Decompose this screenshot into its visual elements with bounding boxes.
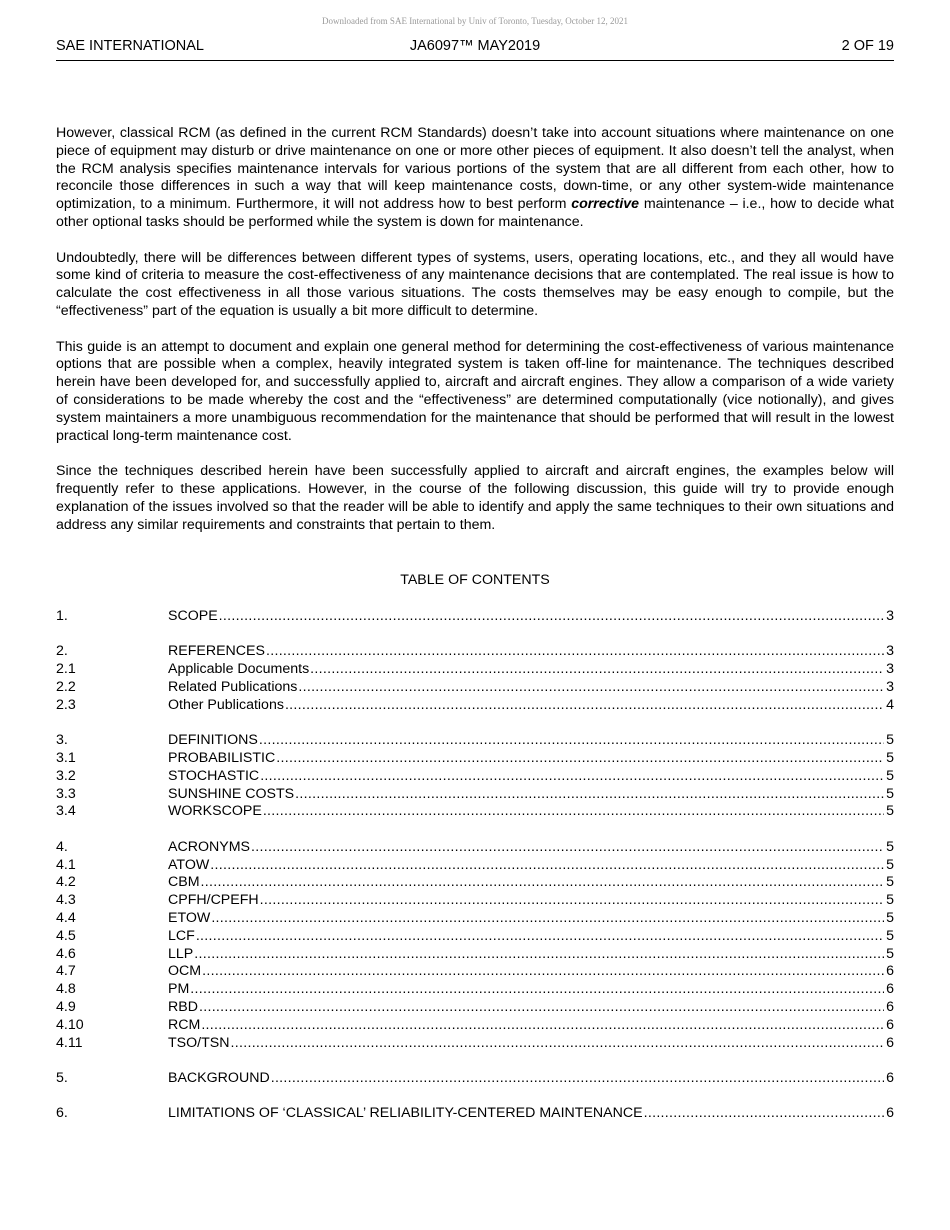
- toc-leader-dots: [309, 661, 884, 679]
- toc-entry-page: 5: [886, 838, 894, 855]
- toc-entry-label: CPFH/CPEFH: [168, 892, 259, 909]
- toc-entry-number: 4.: [56, 838, 68, 855]
- toc-entry-line: [168, 697, 894, 715]
- toc-entry[interactable]: [56, 732, 894, 750]
- toc-entry-line: [168, 803, 894, 821]
- toc-entry-line: [168, 679, 894, 697]
- toc-entry-number: 5.: [56, 1069, 68, 1086]
- toc-entry[interactable]: [56, 874, 894, 892]
- toc-entry-line: [168, 892, 894, 910]
- toc-entry-number: 4.1: [56, 856, 76, 873]
- toc-entry-number: 1.: [56, 608, 68, 624]
- toc-entry[interactable]: [56, 786, 894, 804]
- header-organization: SAE INTERNATIONAL: [56, 38, 204, 54]
- toc-entry-number: 3.1: [56, 749, 76, 766]
- toc-entry-label: PM: [168, 981, 190, 998]
- toc-entry-label: WORKSCOPE: [168, 803, 262, 820]
- toc-leader-dots: [275, 750, 884, 768]
- toc-entry-label: SCOPE: [168, 608, 218, 624]
- toc-entry-line: [168, 661, 894, 679]
- body-text: [56, 125, 894, 552]
- toc-leader-dots: [643, 1105, 885, 1123]
- toc-entry-number: 2.2: [56, 678, 76, 695]
- toc-entry-number: 2.: [56, 643, 68, 660]
- toc-entry-page: 3: [886, 678, 894, 695]
- toc-leader-dots: [297, 679, 884, 697]
- toc-leader-dots: [270, 1070, 884, 1088]
- toc-entry-line: [168, 1017, 894, 1035]
- toc-leader-dots: [250, 839, 884, 857]
- toc-entry-page: 6: [886, 981, 894, 998]
- toc-entry-number: 3.2: [56, 767, 76, 784]
- toc-entry-label: RBD: [168, 998, 198, 1015]
- paragraph-1-text-a: However, classical RCM (as defined in the current RCM Standards) doesn’t take into account situations where maintenance on one piece of equipment may disturb or drive maintenance on one or more other pieces of equipment. It also doesn’t tell the analyst, when the RCM analysis specifies maintenance intervals for various portions of the system that are all different from each other, how to reconcile those differences in such a way that will keep maintenance costs, down-time, or any other system-wide maintenance optimization, to a minimum. Furthermore, it will not address how to best perform: [56, 125, 894, 213]
- toc-entry-label: Related Publications: [168, 678, 298, 695]
- download-watermark: Downloaded from SAE International by Univ of Toronto, Tuesday, October 12, 2021: [321, 16, 629, 26]
- toc-entry-page: 5: [886, 892, 894, 909]
- toc-entry-label: ACRONYMS: [168, 838, 250, 855]
- toc-leader-dots: [265, 643, 884, 661]
- toc-entry-number: 6.: [56, 1105, 68, 1122]
- toc-entry-page: 6: [886, 1069, 894, 1086]
- toc-leader-dots: [200, 874, 885, 892]
- toc-leader-dots: [218, 608, 884, 626]
- toc-entry-number: 3.3: [56, 785, 76, 802]
- toc-entry-label: OCM: [168, 963, 202, 980]
- toc-title: TABLE OF CONTENTS: [400, 572, 550, 588]
- toc-leader-dots: [193, 946, 884, 964]
- toc-entry[interactable]: [56, 910, 894, 928]
- toc-entry-line: [168, 857, 894, 875]
- toc-entry-line: [168, 928, 894, 946]
- toc-leader-dots: [262, 803, 884, 821]
- toc-entry[interactable]: [56, 928, 894, 946]
- toc-entry-number: 4.7: [56, 963, 76, 980]
- paragraph-1-emphasis: corrective: [571, 196, 640, 213]
- toc-leader-dots: [209, 857, 884, 875]
- toc-entry[interactable]: [56, 999, 894, 1017]
- toc-entry-line: [168, 910, 894, 928]
- toc-entry[interactable]: [56, 1035, 894, 1053]
- toc-entry[interactable]: [56, 946, 894, 964]
- toc-entry[interactable]: [56, 1105, 894, 1123]
- toc-entry-number: 4.3: [56, 892, 76, 909]
- table-of-contents: [56, 608, 894, 1123]
- toc-entry-line: [168, 732, 894, 750]
- toc-leader-dots: [229, 1035, 884, 1053]
- toc-leader-dots: [189, 981, 884, 999]
- toc-entry-number: 3.4: [56, 803, 76, 820]
- toc-entry[interactable]: [56, 857, 894, 875]
- toc-entry[interactable]: [56, 1070, 894, 1088]
- header-document-id: JA6097™ MAY2019: [409, 38, 541, 54]
- toc-entry-page: 5: [886, 803, 894, 820]
- toc-entry-line: [168, 643, 894, 661]
- toc-entry-page: 3: [886, 643, 894, 660]
- toc-leader-dots: [294, 786, 884, 804]
- toc-entry-label: Applicable Documents: [168, 661, 310, 678]
- toc-entry-number: 4.9: [56, 998, 76, 1015]
- toc-entry-page: 5: [886, 856, 894, 873]
- toc-entry-line: [168, 786, 894, 804]
- toc-entry-line: [168, 981, 894, 999]
- toc-entry-page: 3: [886, 661, 894, 678]
- toc-entry[interactable]: [56, 839, 894, 857]
- paragraph-1: [56, 125, 894, 232]
- toc-entry[interactable]: [56, 768, 894, 786]
- toc-entry-page: 5: [886, 945, 894, 962]
- toc-entry-page: 5: [886, 927, 894, 944]
- toc-entry-line: [168, 946, 894, 964]
- toc-entry[interactable]: [56, 750, 894, 768]
- toc-leader-dots: [284, 697, 884, 715]
- toc-leader-dots: [259, 768, 884, 786]
- toc-entry-page: 5: [886, 874, 894, 891]
- toc-entry-page: 6: [886, 963, 894, 980]
- toc-entry-label: CBM: [168, 874, 200, 891]
- toc-entry-label: REFERENCES: [168, 643, 265, 660]
- toc-leader-dots: [258, 732, 884, 750]
- paragraph-4: Since the techniques described herein have been successfully applied to aircraft and aircraft engines, the examples below will frequently refer to these applications. However, in the course of the following discussion, this guide will try to provide enough explanation of the issues involved so that the reader will be able to identify and apply the same techniques to their own situations and address any similar requirements and constraints that pertain to them.: [56, 463, 894, 533]
- toc-entry-page: 6: [886, 1105, 894, 1122]
- toc-entry-label: SUNSHINE COSTS: [168, 785, 295, 802]
- toc-entry-line: [168, 608, 894, 626]
- toc-entry-line: [168, 999, 894, 1017]
- toc-entry-label: ETOW: [168, 909, 211, 926]
- toc-entry-line: [168, 1105, 894, 1123]
- toc-leader-dots: [198, 999, 884, 1017]
- toc-entry[interactable]: [56, 679, 894, 697]
- toc-entry-number: 4.10: [56, 1016, 84, 1033]
- toc-entry-number: 4.11: [56, 1034, 83, 1051]
- toc-entry-label: RCM: [168, 1016, 201, 1033]
- toc-entry-line: [168, 1070, 894, 1088]
- toc-entry-line: [168, 768, 894, 786]
- toc-leader-dots: [200, 1017, 884, 1035]
- toc-entry-line: [168, 1035, 894, 1053]
- toc-entry-page: 6: [886, 1016, 894, 1033]
- toc-entry-label: PROBABILISTIC: [168, 749, 276, 766]
- toc-entry-page: 3: [886, 608, 894, 624]
- toc-entry-label: LIMITATIONS OF ‘CLASSICAL’ RELIABILITY-CENTERED MAINTENANCE: [168, 1105, 643, 1122]
- toc-entry-page: 5: [886, 909, 894, 926]
- toc-entry-number: 4.4: [56, 909, 76, 926]
- toc-entry-line: [168, 963, 894, 981]
- toc-entry[interactable]: [56, 697, 894, 715]
- toc-entry-page: 4: [886, 696, 894, 713]
- toc-entry-label: TSO/TSN: [168, 1034, 230, 1051]
- toc-entry-label: BACKGROUND: [168, 1069, 270, 1086]
- toc-entry-label: STOCHASTIC: [168, 767, 260, 784]
- toc-entry-label: LLP: [168, 945, 194, 962]
- toc-entry[interactable]: [56, 803, 894, 821]
- page-header: [56, 38, 894, 61]
- toc-entry[interactable]: [56, 643, 894, 661]
- toc-leader-dots: [201, 963, 884, 981]
- paragraph-1-text-b: maintenance – i.e., how to decide what other optional tasks should be performed while the system is down for maintenance.: [56, 196, 894, 230]
- toc-entry[interactable]: [56, 608, 894, 626]
- toc-entry-number: 4.2: [56, 874, 76, 891]
- toc-leader-dots: [195, 928, 884, 946]
- paragraph-2: Undoubtedly, there will be differences between different types of systems, users, operating locations, etc., and they all would have some kind of criteria to measure the cost-effectiveness of any maintenance decisions that are contemplated. The real issue is how to calculate the cost effectiveness in all those various situations. The costs themselves may be easy enough to compile, but the “effectiveness” part of the equation is usually a bit more difficult to determine.: [56, 249, 894, 319]
- toc-entry[interactable]: [56, 1017, 894, 1035]
- toc-entry-page: 5: [886, 767, 894, 784]
- toc-entry-number: 2.1: [56, 661, 76, 678]
- toc-entry-number: 2.3: [56, 696, 76, 713]
- paragraph-3: This guide is an attempt to document and explain one general method for determining the cost-effectiveness of various maintenance options that are possible when a complex, heavily integrated system is taken off-line for maintenance. The techniques described herein have been developed for, and successfully applied to, aircraft and aircraft engines. They allow a comparison of a wide variety of considerations to be made whereby the cost and the “effectiveness” are determined computationally (vice notionally), and gives system maintainers a more unambiguous recommendation for the maintenance that should be performed that will result in the lowest practical long-term maintenance cost.: [56, 338, 894, 444]
- toc-entry[interactable]: [56, 661, 894, 679]
- toc-entry[interactable]: [56, 963, 894, 981]
- toc-entry-label: LCF: [168, 927, 195, 944]
- toc-entry[interactable]: [56, 892, 894, 910]
- toc-entry-label: Other Publications: [168, 696, 284, 713]
- toc-entry-number: 4.5: [56, 927, 76, 944]
- toc-entry-line: [168, 839, 894, 857]
- toc-entry-label: ATOW: [168, 856, 210, 873]
- toc-entry-label: DEFINITIONS: [168, 732, 258, 749]
- toc-entry-page: 5: [886, 732, 894, 749]
- header-page-number: 2 OF 19: [841, 38, 894, 54]
- toc-entry-page: 6: [886, 998, 894, 1015]
- toc-entry-line: [168, 874, 894, 892]
- toc-entry[interactable]: [56, 981, 894, 999]
- toc-leader-dots: [259, 892, 884, 910]
- toc-entry-page: 6: [886, 1034, 894, 1051]
- toc-leader-dots: [210, 910, 884, 928]
- toc-entry-line: [168, 750, 894, 768]
- toc-entry-page: 5: [886, 749, 894, 766]
- toc-entry-number: 4.6: [56, 945, 76, 962]
- toc-entry-number: 4.8: [56, 981, 76, 998]
- toc-entry-page: 5: [886, 785, 894, 802]
- toc-entry-number: 3.: [56, 732, 68, 749]
